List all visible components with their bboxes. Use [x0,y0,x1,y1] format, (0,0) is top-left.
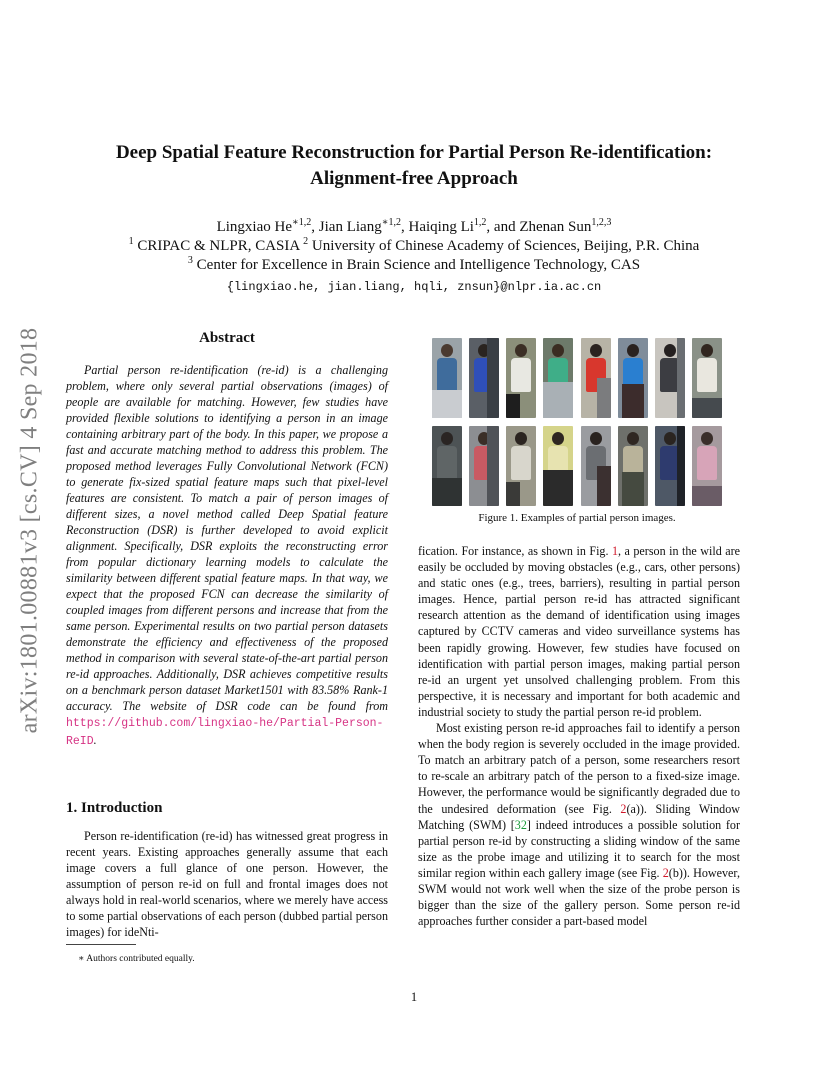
text-run: Most existing person re-id approaches fail to identify a person when the body region is severely occluded in the image provided. To match an arbitrary patch of a person, some researchers resort to re-scale an arbitrary patch of the person to a fixed-size image. However, the performance would be significantly degraded due to the undesired deformation (see Fig. [418,721,740,816]
author-sup: ∗1,2 [292,217,312,228]
author-name: , Haiqing Li [401,219,474,235]
affiliation: University of Chinese Academy of Sciences, Beijing, P.R. China [308,238,700,254]
section-heading-introduction: 1. Introduction [66,800,163,816]
footnote-rule [66,944,136,945]
citation-link[interactable]: 32 [514,817,527,832]
partial-person-image [506,338,536,418]
partial-person-image [432,426,462,506]
title-line-1: Deep Spatial Feature Reconstruction for Partial Person Re-identification: [115,142,713,163]
affiliation-sup: 1 [128,236,134,247]
figure-caption: Figure 1. Examples of partial person images. [478,512,676,524]
figure-row-top [432,338,722,418]
author-sup: 1,2 [473,217,487,228]
author-name: , Jian Liang [311,219,382,235]
footnote: ∗ Authors contributed equally. [78,954,195,964]
partial-person-image [432,338,462,418]
author-name: , and Zhenan Sun [486,219,592,235]
figure-row-bottom [432,426,722,506]
text-run: , a person in the wild are easily be occluded by moving obstacles (e.g., cars, other persons) and static ones (e.g., trees, barriers), resulting in partial person images. Hence, partial person re-id has attracted significant research attention as the demand of identification using images captured by CCTV cameras and video surveillance systems has been rapidly growing. However, few studies have focused on identification with partial person images, making partial person re-id an urgent yet unsolved challenging problem. From this perspective, it is necessary and important for both academic and industrial society to study the partial person re-id problem. [418,544,740,719]
text-run: (b)). However, SWM would not work well when the size of the probe person is bigger than the size of the gallery person. Some person re-id approaches further consider a part-based model [418,865,740,929]
text-run: ] indeed introduces a possible solution for partial person re-id by constructing a sliding window of the same size as the probe image and utilizing it to search for the most similar region within each gallery image (see Fig. [418,817,740,880]
partial-person-image [581,426,611,506]
affiliation: Center for Excellence in Brain Science and Intelligence Technology, CAS [192,257,641,273]
figure-1 [432,338,722,514]
intro-paragraph: Person re-identification (re-id) has witnessed great progress in recent years. Existing approaches generally assume that each image covers a full glance of one person. However, the assumption of person re-id on full and frontal images does not always hold in real-world scenarios, where we merely have access to some partial observations of each person (dubbed partial person images) for ideNti- [66,829,388,939]
paper-title [60,140,768,192]
affiliation-sup: 3 [187,255,193,266]
arxiv-id: arXiv:1801.00881v3 [cs.CV] 4 Sep 2018 [16,327,43,733]
partial-person-image [543,426,573,506]
page-number: 1 [410,990,418,1004]
partial-person-image [692,338,722,418]
partial-person-image [469,338,499,418]
text-run: (a)). Sliding Window Matching (SWM) [ [418,801,740,832]
right-paragraph-1 [418,543,740,720]
author-block [60,218,768,297]
affiliation-sup: 2 [303,236,309,247]
author-name: Lingxiao He [216,219,292,235]
partial-person-image [655,426,685,506]
partial-person-image [618,426,648,506]
code-link[interactable]: https://github.com/lingxiao-he/Partial-Person-ReID [66,717,384,748]
right-column-text [418,543,740,929]
figure-ref-link[interactable]: 2 [620,801,627,816]
arxiv-sidebar-stamp [8,290,52,770]
abstract-body [66,362,388,750]
author-sup: ∗1,2 [381,217,401,228]
partial-person-image [692,426,722,506]
partial-person-image [655,338,685,418]
affiliation-line-2 [60,256,768,275]
text-run: fication. For instance, as shown in Fig. [418,544,612,558]
partial-person-image [581,338,611,418]
affiliation-line-1 [60,237,768,256]
right-paragraph-2 [418,720,740,929]
author-emails: {lingxiao.he, jian.liang, hqli, znsun}@nlpr.ia.ac.cn [226,280,602,294]
author-sup: 1,2,3 [591,217,612,228]
figure-ref-link[interactable]: 1 [611,544,619,558]
abstract-text: Partial person re-identification (re-id) is a challenging problem, where only several partial observations (images) of people are available for matching. However, few studies have provided flexible solutions to identifying a person in an image containing arbitrary part of the body. In this paper, we propose a fast and accurate matching method to address this problem. The proposed method leverages Fully Convolutional Network (FCN) to generate fix-sized spatial feature maps such that pixel-level features are consistent. To match a pair of person images of different sizes, a novel method called Deep Spatial feature Reconstruction (DSR) is further developed to avoid explicit alignment. Specifically, DSR exploits the reconstructing error from popular dictionary learning models to calculate the similarity between different spatial feature maps. In that way, we expect that the proposed FCN can decrease the similarity of coupled images from different persons and increase that from the same person. Experimental results on two partial person datasets demonstrate the efficiency and effectiveness of the proposed method in comparison with several state-of-the-art partial person re-id approaches. Additionally, DSR achieves competitive results on a benchmark person dataset Market1501 with 83.58% Rank-1 accuracy. The website of DSR code can be found from [66,363,388,713]
figure-ref-link[interactable]: 2 [662,865,669,880]
partial-person-image [506,426,536,506]
title-line-2: Alignment-free Approach [310,168,518,189]
partial-person-image [618,338,648,418]
abstract-heading: Abstract [199,330,255,346]
author-list [60,218,768,237]
abstract-end: . [93,733,97,747]
partial-person-image [543,338,573,418]
affiliation: CRIPAC & NLPR, CASIA [133,238,304,254]
partial-person-image [469,426,499,506]
